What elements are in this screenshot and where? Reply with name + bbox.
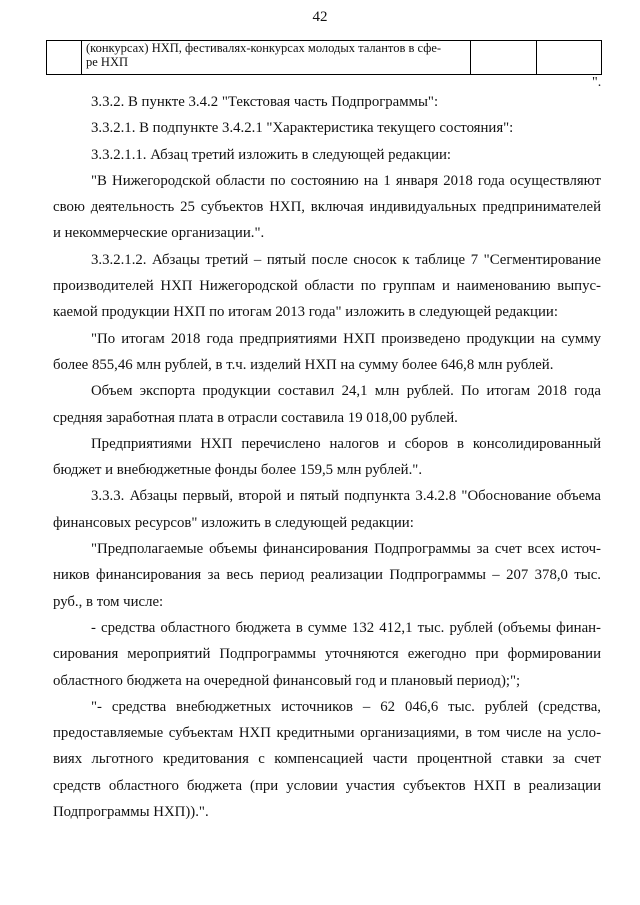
table-row <box>47 41 602 75</box>
paragraph <box>53 89 601 115</box>
text-line: 3.3.2.1.1. Абзац третий изложить в следующей редакции: <box>91 146 452 163</box>
text-line: производителей НХП Нижегородской области по группам и наименованию выпус- <box>53 278 601 295</box>
page-number: 42 <box>312 9 328 25</box>
paragraph <box>53 378 601 431</box>
paragraph <box>53 615 601 694</box>
text-line: "По итогам 2018 года предприятиями НХП произведено продукции на сумму <box>91 330 601 347</box>
text-line: более 855,46 млн рублей, в т.ч. изделий НХП на сумму более 646,8 млн рублей. <box>53 356 554 373</box>
text-line: 3.3.2. В пункте 3.4.2 "Текстовая часть Подпрограммы": <box>91 94 439 110</box>
paragraph <box>53 694 601 825</box>
text-line: средняя заработная плата в отрасли составила 19 018,00 рублей. <box>53 409 458 426</box>
text-line: руб., в том числе: <box>53 593 164 610</box>
body-text <box>53 89 601 825</box>
text-line: каемой продукции НХП по итогам 2013 года" изложить в следующей редакции: <box>53 304 558 321</box>
text-line: финансовых ресурсов" изложить в следующей редакции: <box>53 514 414 531</box>
paragraph <box>53 168 601 247</box>
table-cell-line: (конкурсах) НХП, фестивалях-конкурсах молодых талантов в сфе- <box>86 41 442 55</box>
text-line: "- средства внебюджетных источников – 62 046,6 тыс. рублей (средства, <box>91 698 601 715</box>
text-line: 3.3.3. Абзацы первый, второй и пятый подпункта 3.4.2.8 "Обоснование объема <box>91 488 601 505</box>
table-cell-number <box>47 41 82 75</box>
paragraph <box>53 483 601 536</box>
table-cell-line: ре НХП <box>86 54 129 69</box>
paragraph <box>53 115 601 141</box>
text-line: - средства областного бюджета в сумме 132 412,1 тыс. рублей (объемы финан- <box>91 619 601 636</box>
table-closing-quote: ". <box>592 75 602 90</box>
paragraph <box>53 247 601 326</box>
table-cell-text <box>82 41 471 75</box>
paragraph <box>53 142 601 168</box>
paragraph <box>53 536 601 615</box>
text-line: областного бюджета на очередной финансовый год и плановый период);"; <box>53 672 521 689</box>
table-cell-empty <box>537 41 602 75</box>
table-cell-empty <box>471 41 537 75</box>
text-line: свою деятельность 25 субъектов НХП, включая индивидуальных предпринимателей <box>53 199 601 216</box>
text-line: бюджет и внебюджетные фонды более 159,5 млн рублей.". <box>53 462 423 479</box>
text-line: Подпрограммы НХП)).". <box>53 804 209 821</box>
text-line: ников финансирования за весь период реализации Подпрограммы – 207 378,0 тыс. <box>53 567 601 584</box>
text-line: средств областного бюджета (при условии участия субъектов НХП в реализации <box>53 777 601 794</box>
table-fragment <box>46 40 602 75</box>
paragraph <box>53 326 601 379</box>
text-line: Предприятиями НХП перечислено налогов и сборов в консолидированный <box>91 435 601 452</box>
text-line: предоставляемые субъектам НХП кредитными организациями, в том числе на усло- <box>53 725 601 742</box>
paragraph <box>53 431 601 484</box>
text-line: и некоммерческие организации.". <box>53 225 265 242</box>
text-line: виях льготного кредитования с компенсацией части процентной ставки за счет <box>53 751 601 768</box>
text-line: 3.3.2.1.2. Абзацы третий – пятый после сносок к таблице 7 "Сегментирование <box>91 251 601 268</box>
text-line: Объем экспорта продукции составил 24,1 млн рублей. По итогам 2018 года <box>91 383 601 400</box>
text-line: 3.3.2.1. В подпункте 3.4.2.1 "Характеристика текущего состояния": <box>91 120 514 137</box>
text-line: "Предполагаемые объемы финансирования Подпрограммы за счет всех источ- <box>91 541 601 558</box>
text-line: сирования мероприятий Подпрограммы уточняются ежегодно при формировании <box>53 646 601 663</box>
text-line: "В Нижегородской области по состоянию на 1 января 2018 года осуществляют <box>91 172 601 189</box>
